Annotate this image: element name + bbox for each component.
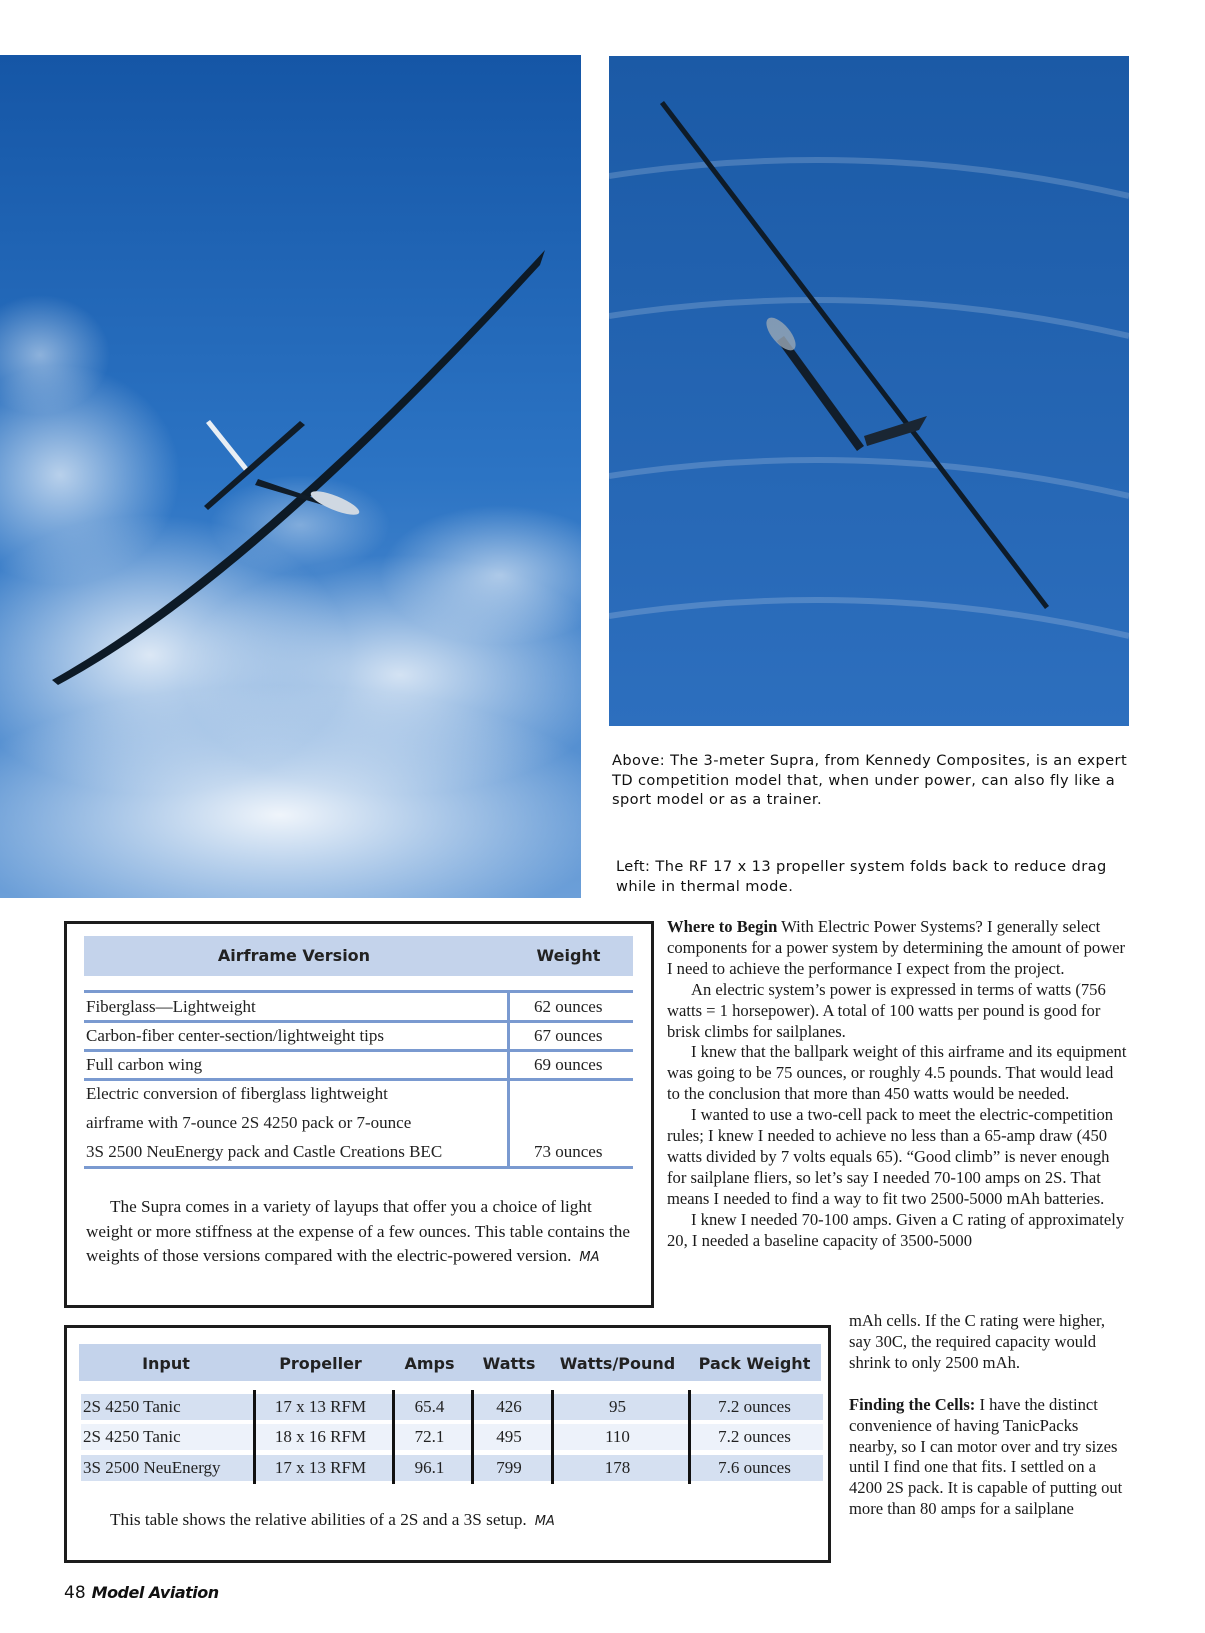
ma-tag: MA <box>579 1250 600 1265</box>
page-number: 48 <box>64 1583 86 1603</box>
header-watts: Watts <box>482 1354 536 1373</box>
header-amps: Amps <box>404 1354 455 1373</box>
article-paragraph: mAh cells. If the C rating were higher, say 30C, the required capacity would shrink to only 2500 mAh. <box>849 1311 1105 1372</box>
paragraph-text: With Electric Power Systems? I generally select components for a power system by determining the amount of power I need to achieve the performance I expect from the project. <box>667 917 1126 978</box>
table-cell: 799 <box>496 1458 522 1477</box>
rule <box>84 1166 633 1169</box>
article-paragraph <box>849 1395 1129 1520</box>
caption-left: Left: The RF 17 x 13 propeller system folds back to reduce drag while in thermal mode. <box>616 858 1107 895</box>
table-cell: 95 <box>609 1397 626 1416</box>
table-cell: Carbon-fiber center-section/lightweight tips <box>86 1026 385 1045</box>
table-cell: 3S 2500 NeuEnergy pack and Castle Creations BEC <box>86 1142 443 1161</box>
header-input: Input <box>142 1354 190 1373</box>
performance-table-box <box>64 1325 831 1563</box>
table-cell: 67 ounces <box>534 1026 603 1045</box>
page-footer <box>64 1583 219 1603</box>
header-pack-weight: Pack Weight <box>698 1354 811 1373</box>
paragraph-text: I have the distinct convenience of having TanicPacks nearby, so I can motor over and try sizes until I find one that fits. I settled on a 4200 2S pack. It is capable of putting out more than 80 amps for a sailplane <box>849 1394 1123 1519</box>
column-divider <box>551 1390 554 1484</box>
table-cell: airframe with 7-ounce 2S 4250 pack or 7-ounce <box>86 1113 412 1132</box>
table-cell: 178 <box>604 1458 631 1477</box>
table-cell: 110 <box>605 1427 630 1446</box>
table-cell: 18 x 16 RFM <box>274 1427 367 1446</box>
table-cell: 2S 4250 Tanic <box>83 1397 181 1416</box>
ma-tag: MA <box>534 1514 555 1529</box>
table-cell: 17 x 13 RFM <box>274 1397 367 1416</box>
glider-sky-image <box>0 55 581 898</box>
photo-glider-left <box>0 55 581 898</box>
column-divider <box>688 1390 691 1484</box>
table-cell: 495 <box>496 1427 522 1446</box>
article-paragraph: I knew I needed 70-100 amps. Given a C rating of approximately 20, I needed a baseline capacity of 3500-5000 <box>667 1209 1125 1250</box>
note-text: The Supra comes in a variety of layups that offer you a choice of light weight or more stiffness at the expense of a few ounces. This table contains the weights of those versions compared with the electric-powered version. <box>86 1197 630 1265</box>
table-row <box>81 1394 823 1420</box>
rule <box>84 990 633 993</box>
article-paragraph <box>667 917 1127 980</box>
header-weight: Weight <box>536 946 601 965</box>
table-cell: 96.1 <box>414 1458 445 1477</box>
article-paragraph: I knew that the ballpark weight of this airframe and its equipment was going to be 75 ounces, or roughly 4.5 pounds. That would lead to the conclusion that more than 450 watts would be needed. <box>667 1042 1127 1104</box>
column-divider <box>253 1390 256 1484</box>
table-cell: 7.2 ounces <box>718 1427 791 1446</box>
table-cell: Full carbon wing <box>86 1055 203 1074</box>
table-cell: Fiberglass—Lightweight <box>86 997 256 1016</box>
article-body <box>667 917 1127 1252</box>
table-cell: 17 x 13 RFM <box>274 1458 367 1477</box>
header-airframe-version: Airframe Version <box>217 946 371 965</box>
header-watts-pound: Watts/Pound <box>559 1354 676 1373</box>
subhead-where-to-begin: Where to Begin <box>667 917 778 936</box>
subhead-finding-the-cells: Finding the Cells: <box>849 1394 976 1414</box>
weight-table-box <box>64 921 654 1308</box>
column-divider <box>392 1390 395 1484</box>
rule <box>84 1020 633 1023</box>
table-cell: 72.1 <box>414 1427 445 1446</box>
table-row <box>81 1424 823 1450</box>
article-paragraph: An electric system’s power is expressed in terms of watts (756 watts = 1 horsepower). A total of 100 watts per pound is good for brisk climbs for sailplanes. <box>667 979 1106 1041</box>
table-cell: 3S 2500 NeuEnergy <box>83 1458 221 1477</box>
table-cell: 7.2 ounces <box>718 1397 791 1416</box>
article-body-narrow <box>849 1311 1129 1520</box>
rule <box>84 1078 633 1081</box>
header-propeller: Propeller <box>279 1354 362 1373</box>
column-divider <box>507 990 510 1169</box>
photo-glider-right <box>609 56 1129 726</box>
weight-table-header <box>84 936 633 976</box>
table-cell: Electric conversion of fiberglass lightweight <box>86 1084 388 1103</box>
note-text: This table shows the relative abilities of a 2S and a 3S setup. <box>110 1510 527 1529</box>
table-cell: 73 ounces <box>534 1142 603 1161</box>
table-row <box>81 1455 823 1481</box>
column-divider <box>471 1390 474 1484</box>
table-cell: 426 <box>496 1397 522 1416</box>
article-paragraph: I wanted to use a two-cell pack to meet the electric-competition rules; I knew I needed to achieve no less than a 65-amp draw (450 watts divided by 7 volts equals 65). “Good climb” is never enough for sailplane fliers, so let’s say I needed 70-100 amps on 2S. That means I needed to find a way to fit two 2500-5000 mAh batteries. <box>667 1105 1114 1208</box>
table-cell: 62 ounces <box>534 997 603 1016</box>
rule <box>84 1049 633 1052</box>
table-cell: 69 ounces <box>534 1055 603 1074</box>
magazine-logo: Model Aviation <box>91 1583 219 1602</box>
table-cell: 65.4 <box>414 1397 445 1416</box>
caption-above: Above: The 3-meter Supra, from Kennedy Composites, is an expert TD competition model that, when under power, can also fly like a sport model or as a trainer. <box>612 752 1128 808</box>
table-cell: 2S 4250 Tanic <box>83 1427 181 1446</box>
table-cell: 7.6 ounces <box>718 1458 791 1477</box>
glider-prop-image <box>609 56 1129 726</box>
perf-table-note <box>110 1508 810 1535</box>
weight-table-note <box>86 1195 631 1271</box>
